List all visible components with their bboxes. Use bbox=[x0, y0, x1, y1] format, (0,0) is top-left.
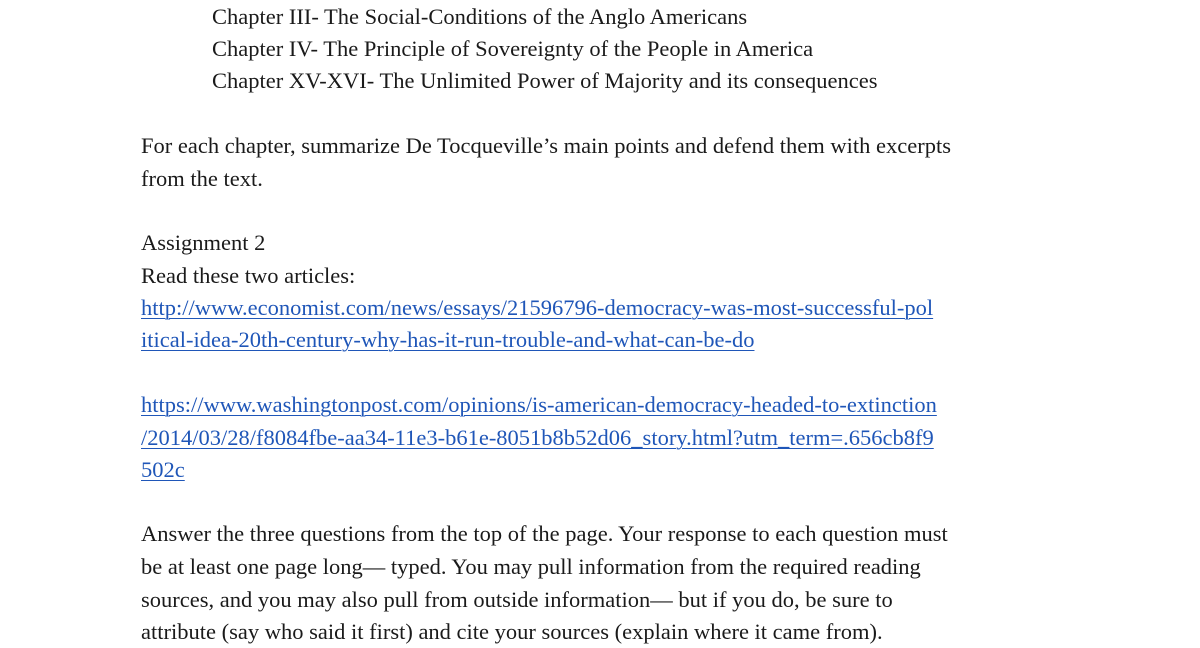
washingtonpost-link-line-1 bbox=[141, 389, 937, 421]
washingtonpost-link-end[interactable]: 502c bbox=[141, 457, 185, 482]
economist-link[interactable]: http://www.economist.com/news/essays/21596796-democracy-was-most-successful-pol bbox=[141, 295, 934, 320]
economist-link-line-1 bbox=[141, 292, 933, 324]
instructions-line-1: For each chapter, summarize De Tocqueville’s main points and defend them with excerpts bbox=[141, 133, 951, 158]
chapter-xv-xvi-line: Chapter XV-XVI- The Unlimited Power of Majority and its consequences bbox=[212, 68, 878, 93]
washingtonpost-link-line-3 bbox=[141, 454, 185, 486]
chapter-iii-line: Chapter III- The Social-Conditions of the Anglo Americans bbox=[212, 4, 748, 29]
answer-line-4: attribute (say who said it first) and cite your sources (explain where it came from). bbox=[141, 619, 883, 644]
answer-line-3: sources, and you may also pull from outside information— but if you do, be sure to bbox=[141, 587, 893, 612]
chapter-iv-line: Chapter IV- The Principle of Sovereignty of the People in America bbox=[212, 36, 814, 61]
economist-link-continued[interactable]: itical-idea-20th-century-why-has-it-run-trouble-and-what-can-be-do bbox=[141, 327, 755, 352]
assignment-2-heading: Assignment 2 bbox=[141, 230, 266, 255]
instructions-line-2: from the text. bbox=[141, 166, 263, 191]
answer-line-1: Answer the three questions from the top of the page. Your response to each question must bbox=[141, 521, 948, 546]
washingtonpost-link-continued[interactable]: /2014/03/28/f8084fbe-aa34-11e3-b61e-8051b8b52d06_story.html?utm_term=.656cb8f9 bbox=[141, 425, 934, 450]
answer-line-2: be at least one page long— typed. You may pull information from the required reading bbox=[141, 554, 921, 579]
washingtonpost-link-line-2 bbox=[141, 422, 934, 454]
washingtonpost-link[interactable]: https://www.washingtonpost.com/opinions/is-american-democracy-headed-to-extinction bbox=[141, 392, 937, 417]
assignment-2-intro: Read these two articles: bbox=[141, 263, 356, 288]
economist-link-line-2 bbox=[141, 324, 754, 356]
